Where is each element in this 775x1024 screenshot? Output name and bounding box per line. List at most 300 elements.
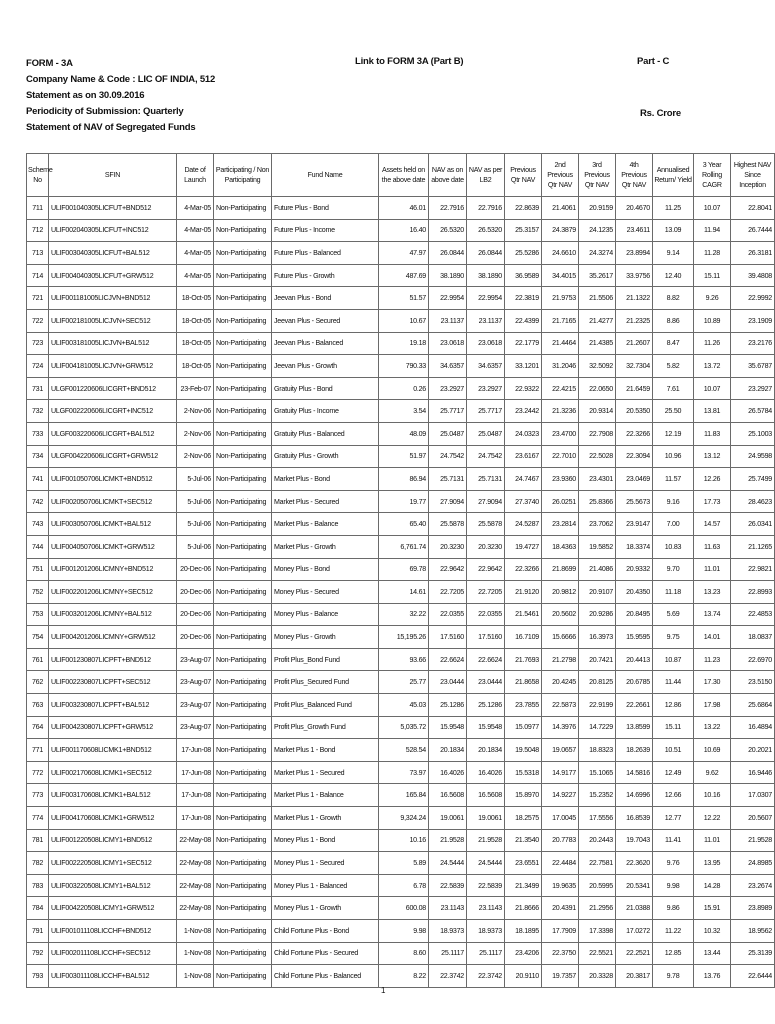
table-cell: 791	[27, 920, 49, 943]
table-row	[27, 219, 775, 242]
table-cell: 23-Aug-07	[177, 648, 214, 671]
table-cell: 17.0307	[731, 784, 775, 807]
table-cell: 15.91	[694, 897, 731, 920]
table-cell: 11.22	[653, 920, 694, 943]
table-cell: 10.87	[653, 648, 694, 671]
table-cell: ULGF001220606LICGRT+BND512	[49, 377, 177, 400]
table-cell: 25.0487	[467, 422, 505, 445]
table-cell: Child Fortune Plus - Balanced	[272, 965, 379, 988]
table-cell: Gratuity Plus - Income	[272, 400, 379, 423]
table-cell: Future Plus - Bond	[272, 197, 379, 220]
table-cell: 16.9446	[731, 761, 775, 784]
table-cell: 18.0837	[731, 626, 775, 649]
table-cell: Future Plus - Income	[272, 219, 379, 242]
table-cell: 10.32	[694, 920, 731, 943]
table-cell: 5-Jul-06	[177, 490, 214, 513]
table-cell: 21.2956	[579, 897, 616, 920]
table-cell: 17.5160	[467, 626, 505, 649]
table-row	[27, 197, 775, 220]
table-cell: 20.3230	[429, 535, 467, 558]
table-cell: 21.4086	[579, 558, 616, 581]
table-cell: 7.61	[653, 377, 694, 400]
table-row	[27, 942, 775, 965]
table-cell: 10.89	[694, 309, 731, 332]
table-cell: 32.5092	[579, 355, 616, 378]
table-cell: 22.7916	[429, 197, 467, 220]
table-cell: 19.4727	[505, 535, 542, 558]
table-cell: 38.1890	[467, 264, 505, 287]
table-cell: Profit Plus_Bond Fund	[272, 648, 379, 671]
table-cell: 21.9120	[505, 581, 542, 604]
table-cell: 51.57	[379, 287, 429, 310]
table-cell: 22.8041	[731, 197, 775, 220]
table-cell: 20.2443	[579, 829, 616, 852]
table-cell: 18.9373	[467, 920, 505, 943]
table-cell: Non-Participating	[214, 716, 272, 739]
table-cell: 9.98	[379, 920, 429, 943]
table-cell: 18-Oct-05	[177, 332, 214, 355]
table-cell: 20-Dec-06	[177, 626, 214, 649]
table-cell: 23.2176	[731, 332, 775, 355]
table-cell: ULGF003220606LICGRT+BAL512	[49, 422, 177, 445]
table-cell: 22.7010	[542, 445, 579, 468]
table-cell: 22.6624	[467, 648, 505, 671]
table-cell: 10.83	[653, 535, 694, 558]
table-cell: 13.95	[694, 852, 731, 875]
table-cell: 731	[27, 377, 49, 400]
periodicity: Periodicity of Submission: Quarterly	[26, 106, 184, 117]
table-cell: 27.9094	[429, 490, 467, 513]
table-cell: 22.3750	[542, 942, 579, 965]
table-cell: Non-Participating	[214, 535, 272, 558]
table-cell: 23.2674	[731, 874, 775, 897]
table-cell: 14.57	[694, 513, 731, 536]
table-cell: 12.40	[653, 264, 694, 287]
table-row	[27, 626, 775, 649]
table-row	[27, 874, 775, 897]
table-cell: 4-Mar-05	[177, 264, 214, 287]
table-cell: ULIF003181005LICJVN+BAL512	[49, 332, 177, 355]
table-cell: 2-Nov-06	[177, 400, 214, 423]
table-cell: 23-Aug-07	[177, 694, 214, 717]
form-title: FORM - 3A	[26, 58, 73, 69]
table-cell: Non-Participating	[214, 807, 272, 830]
table-cell: 13.09	[653, 219, 694, 242]
table-cell: 26.3181	[731, 242, 775, 265]
table-cell: 23.1137	[429, 309, 467, 332]
table-cell: 20.8125	[579, 671, 616, 694]
table-cell: 15.11	[694, 264, 731, 287]
table-cell: Non-Participating	[214, 874, 272, 897]
table-cell: 65.40	[379, 513, 429, 536]
table-cell: 22-May-08	[177, 874, 214, 897]
table-cell: 20.9332	[616, 558, 653, 581]
table-cell: 22.7581	[579, 852, 616, 875]
table-cell: 25.1003	[731, 422, 775, 445]
table-cell: Money Plus - Balance	[272, 603, 379, 626]
table-cell: 9.26	[694, 287, 731, 310]
table-cell: 8.47	[653, 332, 694, 355]
table-row	[27, 603, 775, 626]
table-cell: ULIF001050706LICMKT+BND512	[49, 468, 177, 491]
table-cell: Money Plus 1 - Balanced	[272, 874, 379, 897]
table-row	[27, 784, 775, 807]
table-cell: 21.7693	[505, 648, 542, 671]
table-cell: 723	[27, 332, 49, 355]
table-cell: Non-Participating	[214, 355, 272, 378]
table-cell: 17-Jun-08	[177, 761, 214, 784]
table-cell: 25.5878	[429, 513, 467, 536]
table-cell: ULIF003230807LICPFT+BAL512	[49, 694, 177, 717]
table-cell: 21.9528	[731, 829, 775, 852]
table-cell: 11.57	[653, 468, 694, 491]
table-cell: 23.1143	[429, 897, 467, 920]
table-cell: Money Plus 1 - Bond	[272, 829, 379, 852]
table-cell: Non-Participating	[214, 558, 272, 581]
table-cell: 9.14	[653, 242, 694, 265]
table-cell: Market Plus 1 - Bond	[272, 739, 379, 762]
table-cell: 14.5816	[616, 761, 653, 784]
table-cell: 22-May-08	[177, 897, 214, 920]
table-cell: 22.3819	[505, 287, 542, 310]
table-cell: ULIF002040305LICFUT+INC512	[49, 219, 177, 242]
table-cell: 18.2639	[616, 739, 653, 762]
table-cell: 20.5350	[616, 400, 653, 423]
table-row	[27, 761, 775, 784]
table-cell: 35.6787	[731, 355, 775, 378]
table-cell: 21.9528	[467, 829, 505, 852]
table-cell: 25.0487	[429, 422, 467, 445]
table-cell: 51.97	[379, 445, 429, 468]
table-cell: 15.9548	[467, 716, 505, 739]
table-cell: 10.07	[694, 377, 731, 400]
table-cell: 17-Jun-08	[177, 807, 214, 830]
table-cell: 18-Oct-05	[177, 309, 214, 332]
table-cell: 4-Mar-05	[177, 219, 214, 242]
table-cell: Jeevan Plus - Bond	[272, 287, 379, 310]
table-cell: 26.5320	[429, 219, 467, 242]
table-cell: 32.7304	[616, 355, 653, 378]
table-row	[27, 535, 775, 558]
table-cell: 23.2814	[542, 513, 579, 536]
table-row	[27, 332, 775, 355]
form-link: Link to FORM 3A (Part B)	[355, 56, 464, 67]
table-cell: 744	[27, 535, 49, 558]
table-cell: 25.1286	[429, 694, 467, 717]
table-cell: Non-Participating	[214, 242, 272, 265]
table-cell: 25.50	[653, 400, 694, 423]
table-cell: 14.3976	[542, 716, 579, 739]
table-cell: 24.7542	[467, 445, 505, 468]
table-cell: ULIF004181005LICJVN+GRW512	[49, 355, 177, 378]
table-cell: 24.1235	[579, 219, 616, 242]
table-cell: 25.8366	[579, 490, 616, 513]
table-cell: 7.00	[653, 513, 694, 536]
table-cell: 19.0657	[542, 739, 579, 762]
table-cell: ULIF004040305LICFUT+GRW512	[49, 264, 177, 287]
table-cell: ULIF001040305LICFUT+BND512	[49, 197, 177, 220]
statement-title: Statement of NAV of Segregated Funds	[26, 122, 196, 133]
table-cell: 26.0251	[542, 490, 579, 513]
table-cell: 25.1117	[429, 942, 467, 965]
table-cell: 20.4413	[616, 648, 653, 671]
table-cell: 5-Jul-06	[177, 468, 214, 491]
table-cell: 20-Dec-06	[177, 558, 214, 581]
table-cell: ULIF003040305LICFUT+BAL512	[49, 242, 177, 265]
table-cell: 724	[27, 355, 49, 378]
table-cell: 15.2352	[579, 784, 616, 807]
table-cell: 20-Dec-06	[177, 603, 214, 626]
table-cell: 4-Mar-05	[177, 197, 214, 220]
table-cell: 20.8495	[616, 603, 653, 626]
table-cell: 22.6624	[429, 648, 467, 671]
table-cell: 23.0618	[429, 332, 467, 355]
table-cell: 16.3973	[579, 626, 616, 649]
table-cell: 1-Nov-08	[177, 920, 214, 943]
table-cell: 15.9548	[429, 716, 467, 739]
table-cell: 20.4245	[542, 671, 579, 694]
table-cell: 15.5318	[505, 761, 542, 784]
table-cell: 10.67	[379, 309, 429, 332]
table-row	[27, 852, 775, 875]
table-row	[27, 242, 775, 265]
table-cell: 22.8639	[505, 197, 542, 220]
table-cell: 23.0618	[467, 332, 505, 355]
table-cell: 734	[27, 445, 49, 468]
table-cell: 20.9314	[579, 400, 616, 423]
table-cell: Non-Participating	[214, 694, 272, 717]
table-cell: 9.86	[653, 897, 694, 920]
table-cell: 21.2798	[542, 648, 579, 671]
table-row	[27, 287, 775, 310]
table-cell: 23.6167	[505, 445, 542, 468]
statement-date: Statement as on 30.09.2016	[26, 90, 145, 101]
table-cell: 790.33	[379, 355, 429, 378]
table-cell: 21.9753	[542, 287, 579, 310]
table-cell: 22.5873	[542, 694, 579, 717]
table-cell: 771	[27, 739, 49, 762]
table-cell: ULIF001230807LICPFT+BND512	[49, 648, 177, 671]
table-cell: 45.03	[379, 694, 429, 717]
table-cell: 17.0045	[542, 807, 579, 830]
table-cell: Profit Plus_Balanced Fund	[272, 694, 379, 717]
table-cell: 25.7131	[467, 468, 505, 491]
table-cell: 23.7855	[505, 694, 542, 717]
table-cell: ULGF004220606LICGRT+GRW512	[49, 445, 177, 468]
table-cell: ULIF003011108LICCHF+BAL512	[49, 965, 177, 988]
table-cell: 23.7062	[579, 513, 616, 536]
table-cell: 20.5602	[542, 603, 579, 626]
table-cell: 16.7109	[505, 626, 542, 649]
table-cell: 763	[27, 694, 49, 717]
table-cell: Market Plus - Balance	[272, 513, 379, 536]
table-cell: 22.7916	[467, 197, 505, 220]
table-cell: 24.8985	[731, 852, 775, 875]
table-cell: 10.96	[653, 445, 694, 468]
table-row	[27, 920, 775, 943]
table-cell: 24.0323	[505, 422, 542, 445]
table-cell: 773	[27, 784, 49, 807]
table-cell: 23.2442	[505, 400, 542, 423]
table-cell: 24.3274	[579, 242, 616, 265]
table-cell: 27.9094	[467, 490, 505, 513]
table-cell: 19.0061	[429, 807, 467, 830]
table-cell: 21.4061	[542, 197, 579, 220]
table-cell: 5,035.72	[379, 716, 429, 739]
table-cell: 24.5287	[505, 513, 542, 536]
table-cell: ULIF001181005LICJVN+BND512	[49, 287, 177, 310]
table-row	[27, 468, 775, 491]
table-cell: Money Plus - Secured	[272, 581, 379, 604]
table-cell: 23.2927	[467, 377, 505, 400]
table-cell: 21.8699	[542, 558, 579, 581]
table-cell: 22.4399	[505, 309, 542, 332]
table-cell: Money Plus 1 - Growth	[272, 897, 379, 920]
table-row	[27, 264, 775, 287]
table-cell: 73.97	[379, 761, 429, 784]
table-cell: Money Plus - Bond	[272, 558, 379, 581]
table-row	[27, 400, 775, 423]
table-cell: 25.3139	[731, 942, 775, 965]
table-cell: 13.8599	[616, 716, 653, 739]
table-cell: 25.3157	[505, 219, 542, 242]
table-cell: 14.9227	[542, 784, 579, 807]
table-cell: 14.7229	[579, 716, 616, 739]
table-cell: 13.72	[694, 355, 731, 378]
table-cell: 21.4464	[542, 332, 579, 355]
table-cell: 22.1779	[505, 332, 542, 355]
table-cell: 21.3540	[505, 829, 542, 852]
table-cell: 39.4808	[731, 264, 775, 287]
table-cell: 5.89	[379, 852, 429, 875]
table-cell: 20.4670	[616, 197, 653, 220]
table-cell: 20.5341	[616, 874, 653, 897]
table-cell: 20.9159	[579, 197, 616, 220]
table-cell: 14.6996	[616, 784, 653, 807]
column-header: Date of Launch	[177, 154, 214, 197]
table-cell: Market Plus - Growth	[272, 535, 379, 558]
table-cell: 4-Mar-05	[177, 242, 214, 265]
table-cell: 15.1065	[579, 761, 616, 784]
table-cell: 10.16	[694, 784, 731, 807]
table-cell: 22.0355	[429, 603, 467, 626]
table-cell: ULIF002011108LICCHF+SEC512	[49, 942, 177, 965]
table-cell: ULIF004230807LICPFT+GRW512	[49, 716, 177, 739]
table-cell: ULIF001201206LICMNY+BND512	[49, 558, 177, 581]
table-cell: Non-Participating	[214, 400, 272, 423]
table-cell: 20.9107	[579, 581, 616, 604]
table-cell: Child Fortune Plus - Bond	[272, 920, 379, 943]
table-cell: 22.9954	[429, 287, 467, 310]
table-cell: 487.69	[379, 264, 429, 287]
table-cell: 751	[27, 558, 49, 581]
table-cell: ULIF004050706LICMKT+GRW512	[49, 535, 177, 558]
table-cell: 20.9286	[579, 603, 616, 626]
table-cell: Gratuity Plus - Bond	[272, 377, 379, 400]
table-cell: Non-Participating	[214, 852, 272, 875]
table-cell: 23.0444	[467, 671, 505, 694]
table-cell: 22.3742	[429, 965, 467, 988]
table-cell: 69.78	[379, 558, 429, 581]
table-cell: 20.4391	[542, 897, 579, 920]
table-cell: 25.1117	[467, 942, 505, 965]
table-cell: Non-Participating	[214, 965, 272, 988]
table-cell: 47.97	[379, 242, 429, 265]
table-cell: 16.4894	[731, 716, 775, 739]
table-cell: ULIF002220508LICMY1+SEC512	[49, 852, 177, 875]
column-header: Previous Qtr NAV	[505, 154, 542, 197]
table-cell: Non-Participating	[214, 332, 272, 355]
table-cell: 25.5673	[616, 490, 653, 513]
table-cell: Non-Participating	[214, 264, 272, 287]
table-cell: 27.3740	[505, 490, 542, 513]
table-cell: 24.7467	[505, 468, 542, 491]
column-header: 4th Previous Qtr NAV	[616, 154, 653, 197]
table-cell: 10.16	[379, 829, 429, 852]
table-cell: Non-Participating	[214, 784, 272, 807]
table-cell: 11.01	[694, 829, 731, 852]
table-header-row	[27, 154, 775, 197]
table-cell: 22.5839	[429, 874, 467, 897]
table-cell: 34.4015	[542, 264, 579, 287]
table-row	[27, 355, 775, 378]
table-cell: 22.9954	[467, 287, 505, 310]
table-cell: 712	[27, 219, 49, 242]
table-cell: 12.77	[653, 807, 694, 830]
table-cell: 16.40	[379, 219, 429, 242]
table-cell: 22.3094	[616, 445, 653, 468]
table-cell: 11.41	[653, 829, 694, 852]
table-cell: 11.83	[694, 422, 731, 445]
table-cell: ULIF003220508LICMY1+BAL512	[49, 874, 177, 897]
table-cell: 9.98	[653, 874, 694, 897]
table-cell: 22.6444	[731, 965, 775, 988]
table-cell: 20.1834	[429, 739, 467, 762]
table-cell: 23.0469	[616, 468, 653, 491]
table-cell: 0.26	[379, 377, 429, 400]
table-cell: 17-Jun-08	[177, 739, 214, 762]
table-cell: 774	[27, 807, 49, 830]
table-cell: 21.9528	[429, 829, 467, 852]
table-cell: 11.63	[694, 535, 731, 558]
table-cell: Jeevan Plus - Balanced	[272, 332, 379, 355]
table-cell: 1-Nov-08	[177, 965, 214, 988]
table-cell: 33.9756	[616, 264, 653, 287]
table-cell: ULIF003170608LICMK1+BAL512	[49, 784, 177, 807]
table-cell: 15.0977	[505, 716, 542, 739]
table-cell: 741	[27, 468, 49, 491]
table-cell: 13.22	[694, 716, 731, 739]
table-cell: Jeevan Plus - Secured	[272, 309, 379, 332]
column-header: 2nd Previous Qtr NAV	[542, 154, 579, 197]
table-cell: 18.4363	[542, 535, 579, 558]
table-cell: 22.0650	[579, 377, 616, 400]
table-cell: ULIF003201206LICMNY+BAL512	[49, 603, 177, 626]
table-cell: 2-Nov-06	[177, 445, 214, 468]
table-cell: 22.3742	[467, 965, 505, 988]
table-cell: 14.9177	[542, 761, 579, 784]
table-cell: 18.9562	[731, 920, 775, 943]
table-cell: 12.86	[653, 694, 694, 717]
table-cell: 10.51	[653, 739, 694, 762]
table-cell: 23-Aug-07	[177, 671, 214, 694]
table-cell: 11.18	[653, 581, 694, 604]
table-cell: 25.6864	[731, 694, 775, 717]
table-cell: 19.7357	[542, 965, 579, 988]
column-header: NAV as per LB2	[467, 154, 505, 197]
table-cell: 26.0844	[467, 242, 505, 265]
table-row	[27, 377, 775, 400]
